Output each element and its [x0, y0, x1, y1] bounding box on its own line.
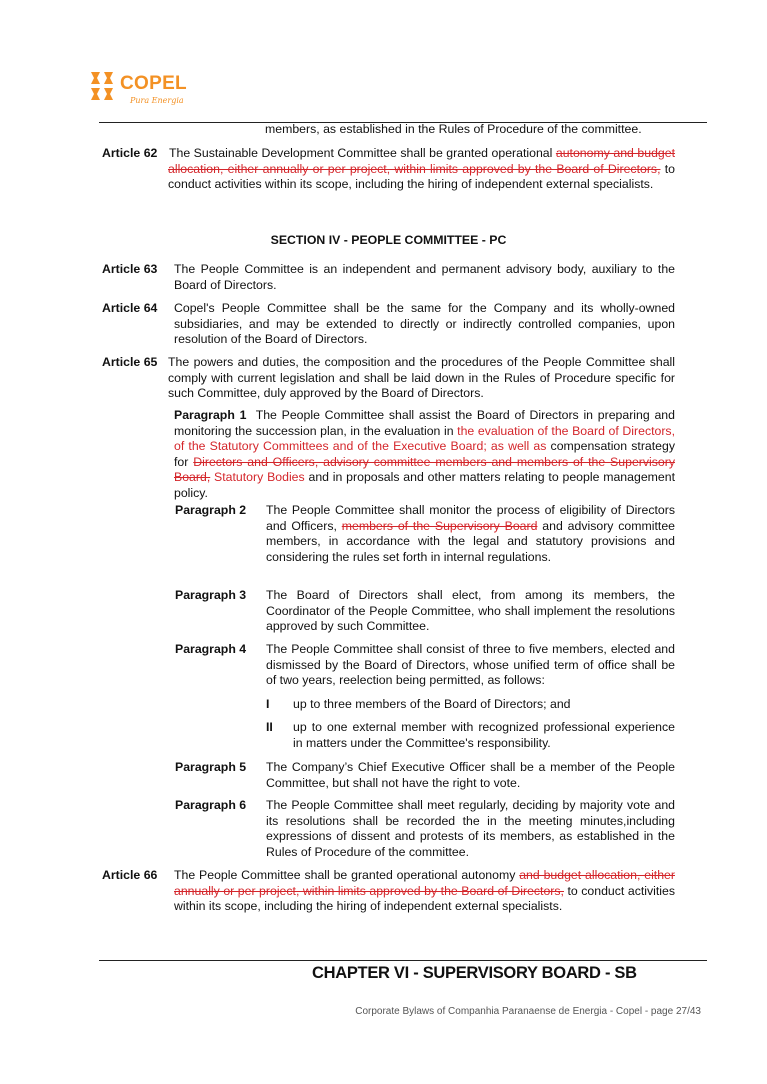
paragraph-1 — [174, 408, 675, 502]
paragraph-6-label: Paragraph 6 — [175, 798, 247, 812]
article-62-deleted: autonomy and budget allocation, either annually or per project, within limits approved by the Board of Directors, — [168, 146, 676, 176]
paragraph-2-deleted: members of the Supervisory Board — [341, 518, 538, 533]
paragraph-1-inserted-2: Statutory Bodies — [214, 470, 305, 485]
paragraph-2-text-2: and advisory committee members, in accordance with the legal and statutory provisions and considering the rules set forth in internal regulations. — [266, 518, 675, 564]
paragraph-2-text — [266, 503, 675, 565]
paragraph-1-inserted-1: the evaluation of the Board of Directors, of the Statutory Committees and of the Executive Board; as well as — [174, 423, 676, 454]
paragraph-5-text: The Company’s Chief Executive Officer shall be a member of the People Committee, but shall not have the right to vote. — [266, 760, 675, 790]
chapter-title: CHAPTER VI - SUPERVISORY BOARD - SB — [312, 964, 637, 982]
article-66-label: Article 66 — [102, 868, 158, 882]
article-66-text-2: to conduct activities within its scope, including the hiring of independent external specialists. — [174, 883, 676, 914]
logo-wordmark: COPEL — [120, 73, 187, 94]
paragraph-6-text: The People Committee shall meet regularly, deciding by majority vote and its resolutions shall be recorded the in the meeting minutes,including expressions of dissent and protests of its members, as established in the Rules of Procedure of the committee. — [266, 798, 675, 859]
chapter-rule — [99, 960, 707, 961]
section-title: SECTION IV - PEOPLE COMMITTEE - PC — [270, 233, 507, 247]
article-66-text-1: The People Committee shall be granted operational autonomy — [174, 868, 520, 882]
paragraph-1-label: Paragraph 1 — [174, 408, 247, 422]
paragraph-3-label: Paragraph 3 — [175, 588, 247, 602]
article-64-label: Article 64 — [102, 301, 158, 315]
paragraph-4-text: The People Committee shall consist of three to five members, elected and dismissed by the Board of Directors, whose unified term of office shall be of two years, reelection being permitted, as follows: — [266, 642, 675, 688]
list-item-number: I — [266, 697, 270, 711]
continued-line: members, as established in the Rules of Procedure of the committee. — [265, 122, 642, 136]
company-logo — [90, 71, 200, 111]
list-item-text: up to three members of the Board of Directors; and — [293, 697, 571, 711]
paragraph-1-text-1: The People Committee shall assist the Board of Directors in preparing and monitoring the succession plan, in the evaluation in — [174, 408, 675, 438]
paragraph-1-text-4: and in proposals and other matters relating to people management policy. — [174, 470, 675, 500]
paragraph-2-text-1: The People Committee shall monitor the process of eligibility of Directors and Officers, — [266, 503, 675, 533]
copel-logo-icon — [90, 71, 116, 103]
article-64-text: Copel's People Committee shall be the same for the Company and its wholly-owned subsidiaries, and may be extended to directly or indirectly controlled companies, upon resolution of the Board of Directors. — [174, 301, 675, 347]
paragraph-2-label: Paragraph 2 — [175, 503, 247, 517]
paragraph-4-label: Paragraph 4 — [175, 642, 247, 656]
article-62-label: Article 62 — [102, 146, 158, 160]
article-65-text: The powers and duties, the composition and the procedures of the People Committee shall comply with current legislation and shall be laid down in the Rules of Procedure specific for such Committee, duly approved by the Board of Directors. — [168, 355, 675, 401]
page-footer: Corporate Bylaws of Companhia Paranaense de Energia - Copel - page 27/43 — [355, 1006, 701, 1017]
paragraph-1-text-2: compensation strategy for — [174, 439, 675, 469]
article-65-label: Article 65 — [102, 355, 158, 369]
article-66-text — [174, 868, 675, 915]
paragraph-5-label: Paragraph 5 — [175, 760, 247, 774]
article-66-deleted: and budget allocation, either annually or per project, within limits approved by the Board of Directors, — [174, 868, 675, 898]
article-63-text: The People Committee is an independent and permanent advisory body, auxiliary to the Board of Directors. — [174, 262, 675, 292]
list-item-number: II — [266, 720, 273, 734]
list-item-text: up to one external member with recognized professional experience in matters under the Committee's responsibility. — [293, 720, 675, 750]
paragraph-3-text: The Board of Directors shall elect, from among its members, the Coordinator of the People Committee, who shall implement the resolutions approved by such Committee. — [266, 588, 675, 634]
article-63-label: Article 63 — [102, 262, 158, 276]
article-62-text-2: to conduct activities within its scope, including the hiring of independent external specialists. — [168, 161, 675, 192]
article-62-text-1: The Sustainable Development Committee shall be granted operational — [169, 146, 556, 160]
paragraph-1-deleted: Directors and Officers, advisory committee members and members of the Supervisory Board, — [174, 454, 675, 485]
article-62-text — [168, 146, 675, 193]
logo-tagline: Pura Energia — [130, 96, 184, 105]
